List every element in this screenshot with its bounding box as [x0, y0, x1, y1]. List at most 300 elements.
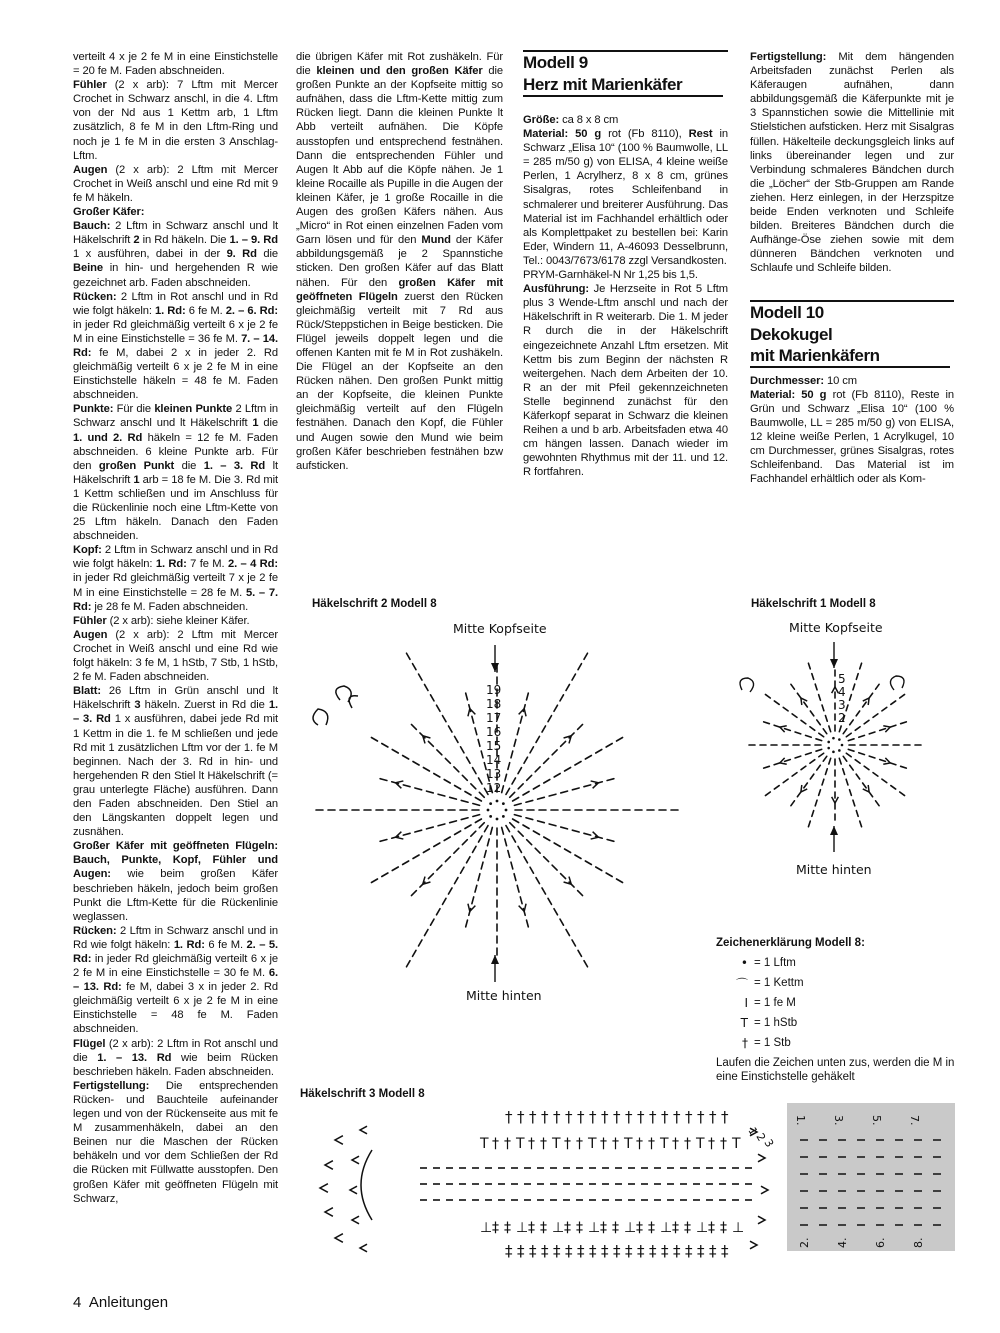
- stitch-mark: [461, 867, 465, 873]
- stitch-mark: [864, 766, 869, 770]
- stitch-mark: [792, 714, 797, 718]
- stitch-mark: [542, 726, 546, 732]
- col1-text: Blatt:: [73, 685, 101, 698]
- chain-dot: [832, 751, 835, 754]
- col1-text: Fühler: [73, 614, 107, 627]
- stitch-mark: †: [684, 1136, 691, 1152]
- stitch-mark: [371, 879, 377, 883]
- stitch-mark: [585, 861, 591, 865]
- chain-dot: [827, 741, 830, 744]
- stitch-mark: [561, 741, 566, 746]
- stitch-mark: [425, 930, 429, 936]
- col1-text: Rücken:: [73, 924, 117, 937]
- stitch-mark: [810, 760, 815, 764]
- stitch-mark: [475, 728, 477, 735]
- stitch-mark: [517, 728, 519, 735]
- stitch-mark: [479, 792, 484, 797]
- stitch-mark: [502, 827, 504, 834]
- stitch-mark: [437, 865, 442, 870]
- stitch-mark: [591, 832, 599, 839]
- chain-dot: [502, 815, 505, 818]
- stitch-mark: ‡: [553, 1242, 561, 1260]
- row-number: 7.: [908, 1115, 921, 1126]
- row-number: 6.: [874, 1237, 887, 1248]
- stitch-mark: [526, 800, 533, 802]
- stitch-mark: [819, 790, 821, 796]
- legend-note: Laufen die Zeichen unten zus, werden die M in eine Einstichstelle gehäkelt: [716, 1057, 955, 1083]
- stitch-mark: †: [541, 1108, 549, 1126]
- col1-text: 3: [134, 699, 141, 712]
- stitch-mark: †: [708, 1136, 715, 1152]
- stitch-mark: [850, 790, 852, 796]
- stitch-mark: [519, 904, 526, 912]
- chain-dot: [841, 744, 844, 747]
- stitch-mark: †: [504, 1136, 511, 1152]
- stitch-mark: ‡: [673, 1242, 681, 1260]
- stitch-mark: [808, 663, 810, 669]
- stitch-mark: [880, 729, 886, 731]
- col1-text: lt Häkelschrift: [73, 459, 278, 486]
- stitch-mark: [846, 753, 851, 757]
- stitch-mark: [823, 729, 827, 734]
- stitch-mark: [518, 784, 523, 789]
- page-footer: [73, 1294, 168, 1311]
- stitch-mark: [791, 684, 795, 689]
- stitch-mark: [444, 780, 450, 784]
- stitch-mark: [360, 1244, 367, 1252]
- stitch-mark: [901, 722, 907, 724]
- col1-text: 6 fe M.: [204, 938, 247, 951]
- stitch-mark: †: [709, 1108, 717, 1126]
- col1-text: (2 x arb): 2 Lftm mit Mercer Crochet in Weiß anschl und eine Rd wie folgt häkeln: 3 fe M, 1 hStb, 7 Stb, 1 hStb, 2 fe M. Faden abschneiden.: [73, 628, 278, 684]
- stitch-mark: [584, 653, 588, 659]
- stitch-mark: [517, 885, 519, 892]
- diagram1-top-label: Mitte Kopfseite: [789, 620, 883, 635]
- stitch-mark: [575, 762, 581, 766]
- stitch-mark: [617, 738, 623, 742]
- stitch-mark: [846, 705, 848, 711]
- stitch-mark: T: [516, 1136, 525, 1152]
- stitch-mark: [392, 867, 398, 871]
- diagram2-chart: [313, 645, 678, 982]
- stitch-mark: ‡: [721, 1242, 729, 1260]
- col1-text: die: [174, 459, 204, 472]
- legend-label: = 1 Kettm: [754, 977, 804, 989]
- stitch-mark: ⊥: [732, 1220, 745, 1236]
- stitch-mark: [876, 801, 880, 806]
- stitch-mark: [819, 695, 821, 701]
- stitch-mark: [396, 832, 404, 839]
- chain-dot: [496, 800, 499, 803]
- col1-text: 1. Rd:: [155, 558, 187, 571]
- stitch-mark: [415, 830, 422, 832]
- stitch-mark: [524, 757, 528, 763]
- stitch-mark: [473, 768, 477, 774]
- col1-text: Großer Käfer:: [73, 206, 145, 219]
- stitch-mark: ‡: [517, 1242, 525, 1260]
- stitch-mark: [839, 758, 841, 764]
- col2-text: großen Käfer mit geöffneten Flügeln: [296, 276, 503, 303]
- stitch-mark: [403, 833, 410, 835]
- stitch-mark: [519, 709, 526, 717]
- stitch-mark: T: [732, 1136, 741, 1152]
- stitch-mark: [472, 897, 474, 904]
- stitch-mark: [475, 885, 477, 892]
- stitch-mark: [792, 773, 797, 777]
- stitch-mark: [584, 785, 591, 787]
- stitch-mark: ‡: [540, 1220, 547, 1236]
- stitch-mark: ‡: [697, 1242, 705, 1260]
- stitch-mark: [900, 694, 905, 698]
- modell9-text: ca 8 x 8 cm: [559, 114, 619, 126]
- col1-text: 1. Rd:: [155, 304, 186, 317]
- chain-dot: [505, 809, 508, 812]
- stitch-mark: [554, 909, 558, 915]
- stitch-mark: [505, 774, 507, 781]
- stitch-mark: [454, 848, 459, 853]
- stitch-mark: [891, 786, 896, 790]
- stitch-mark: [382, 873, 388, 877]
- col1-text: wie beim großen Käfer beschrieben häkeln, jedoch beim großen Punkt die Lftm-Kette für die Rückenlinie weglassen.: [73, 868, 278, 923]
- stitch-mark: [812, 811, 814, 817]
- stitch-mark: [901, 766, 907, 768]
- stitch-mark: [352, 1216, 359, 1224]
- stitch-mark: [445, 758, 450, 763]
- stitch-mark: ⊥: [516, 1220, 529, 1236]
- stitch-mark: [437, 750, 442, 755]
- diagram1-title: Häkelschrift 1 Modell 8: [751, 598, 876, 610]
- col1-text: 2. – 6. Rd:: [225, 304, 278, 317]
- section-name: Anleitungen: [88, 1294, 169, 1311]
- stitch-mark: [380, 840, 387, 842]
- stitch-mark: ⊥: [588, 1220, 601, 1236]
- stitch-mark: [465, 825, 471, 829]
- stitch-mark: [544, 780, 550, 784]
- stitch-mark: [505, 839, 507, 846]
- stitch-mark: ‡: [504, 1220, 511, 1236]
- page-number: 4: [73, 1294, 82, 1311]
- stitch-mark: [462, 775, 467, 780]
- stitch-mark: [514, 804, 521, 806]
- col2-text: kleinen und den großen Käfer: [316, 65, 483, 78]
- stitch-mark: [527, 775, 532, 780]
- col1-text: Fertigstellung:: [73, 1079, 150, 1092]
- stitch-mark: [513, 819, 519, 823]
- modell10-text: rot (Fb 8110), Reste in Grün und Schwarz „Elisa 10“ (100 % Baumwolle, LL = 285 m/50 g) von ELISA, 12 kleine weiße Perlen, 1 Acrylkugel, 10 cm Durchmesser, grünes Sisalgras, rotes Schleifenband. Das Material ist im Fachhandel erhältlich oder als Kom-: [750, 388, 954, 486]
- stitch-mark: [882, 707, 887, 711]
- stitch-mark: [445, 857, 450, 862]
- stitch-mark: [450, 821, 457, 823]
- stitch-mark: ‡: [601, 1242, 609, 1260]
- stitch-mark: [352, 1156, 359, 1164]
- stitch-mark: ‡: [612, 1220, 619, 1236]
- stitch-mark: [572, 788, 579, 790]
- col1-text: 7. – 14. Rd:: [73, 332, 278, 359]
- stitch-mark: [596, 867, 602, 871]
- modell9-subtitle: Herz mit Marienkäfer: [523, 74, 723, 97]
- stitch-mark: [855, 727, 860, 731]
- col1-text: die: [258, 417, 278, 430]
- col1-text: 1. – 3. Rd: [203, 459, 266, 472]
- stitch-mark: [512, 778, 516, 784]
- stitch-mark: [461, 818, 468, 820]
- stitch-mark: ‡: [528, 1220, 535, 1236]
- modell9-text: rot (Fb 8110),: [601, 128, 689, 141]
- col1-text: 2. – 4 Rd:: [227, 558, 278, 571]
- stitch-mark: [578, 891, 583, 896]
- stitch-mark: †: [612, 1136, 619, 1152]
- stitch-mark: [825, 769, 827, 775]
- stitch-mark: [434, 774, 440, 778]
- stitch-mark: ‡: [636, 1220, 643, 1236]
- col1-text: häkeln. Zuerst in Rd die: [140, 699, 269, 712]
- round-number: 3: [838, 698, 846, 712]
- chain-dot: [832, 737, 835, 740]
- col1-text: 2 Lftm in Schwarz anschl und in Rd wie folgt häkeln:: [73, 924, 278, 951]
- stitch-mark: †: [637, 1108, 645, 1126]
- stitch-mark: [527, 693, 529, 700]
- col1-text: 1. Rd:: [173, 938, 205, 951]
- col1-text: Augen: [73, 163, 108, 176]
- stitch-mark: [863, 702, 867, 707]
- stitch-mark: [850, 720, 854, 725]
- stitch-mark: [502, 786, 504, 793]
- stitch-mark: [544, 758, 549, 763]
- stitch-mark: [549, 794, 556, 796]
- stitch-mark: [596, 750, 602, 754]
- arrow-head: [830, 659, 838, 668]
- stitch-mark: [449, 888, 453, 894]
- stitch-mark: [853, 684, 855, 690]
- stitch-mark: [475, 798, 481, 802]
- stitch-mark: [538, 797, 545, 799]
- stitch-mark: †: [540, 1136, 547, 1152]
- modell10-title: Modell 10: [750, 302, 824, 322]
- col2-text: die großen Punkte an der Kopfseite mittig so aufnähen, dass die Lftm-Kette mittig zum Rücken liegt. Dann die kleinen Punkte lt Abb verteilt aufnähen. Die Köpfe ausstopfen und entsprechend festnähen. Dann die entsprechenden Fühler und Augen lt Abb auf die Köpfe nähen. Je 1 kleine Rocaille als Pupille in die Augen der kleinen Käfer, je 1 große Rocaille in die Augen des großen Käfers nähen. Aus „Micro“ in Rot einen einzelnen Faden vom Garn lösen und für den: [296, 65, 504, 247]
- diagram2-bottom-label: Mitte hinten: [466, 988, 542, 1003]
- col2-text: Mund: [421, 234, 451, 247]
- stitch-mark: [461, 800, 468, 802]
- stitch-mark: [407, 961, 411, 967]
- stitch-mark: [801, 766, 806, 770]
- stitch-mark: [761, 1186, 768, 1194]
- stitch-mark: [360, 1126, 367, 1134]
- stitch-mark: [856, 711, 860, 716]
- stitch-mark: [403, 861, 409, 865]
- stitch-mark: [465, 792, 471, 796]
- stitch-mark: [819, 753, 824, 757]
- stitch-mark: [512, 836, 516, 842]
- modell9-text: Ausführung:: [523, 283, 590, 296]
- stitch-mark: [554, 774, 560, 778]
- stitch-mark: [561, 827, 568, 829]
- stitch-mark: [856, 774, 860, 779]
- stitch-mark: [425, 684, 429, 690]
- col1-text: fe M, dabei 2 x in jeder 2. Rd gleichmäßig verteilt 6 x je 2 fe M in eine Einstichstelle häkeln = 48 fe M. Faden abschneiden.: [73, 346, 278, 402]
- stitch-mark: [566, 684, 570, 690]
- legend-item: [716, 1033, 956, 1053]
- col1-text: 6. – 13. Rd:: [73, 967, 278, 994]
- col1-text: 1 x ausführen, dabei in der: [73, 248, 227, 261]
- stitch-mark: [806, 753, 812, 755]
- stitch-mark: [764, 722, 770, 724]
- leg-loop: [336, 686, 358, 708]
- col1-text: wie beim Rücken beschrieben häkeln. Faden abschneiden.: [73, 1051, 279, 1078]
- legend-label: = 1 fe M: [754, 997, 796, 1009]
- diagram3-chart: [320, 1103, 955, 1260]
- stitch-mark: [819, 733, 824, 737]
- diagram2-top-label: Mitte Kopfseite: [453, 621, 547, 636]
- stitch-mark: [473, 804, 480, 806]
- stitch-mark: [812, 674, 814, 680]
- round-number: 13: [486, 767, 502, 781]
- col2-text: der Käfer abbildungsgemäß je 2 Spannstiche sticken. Den großen Käfer auf das Blatt nähen. Für den: [296, 234, 503, 289]
- stitch-mark: [506, 788, 510, 794]
- stitch-mark: ‡: [637, 1242, 645, 1260]
- stitch-mark: [478, 874, 480, 881]
- stitch-mark: [479, 836, 483, 842]
- stitch-mark: [487, 839, 489, 846]
- stitch-mark: [530, 747, 534, 753]
- col1-text: Bauch:: [73, 220, 111, 233]
- stitch-mark: ‡: [565, 1242, 573, 1260]
- stitch-mark: [419, 674, 423, 680]
- chain-dot: [838, 738, 841, 741]
- stitch-mark: [859, 735, 865, 737]
- modell9-title: Modell 9: [523, 53, 588, 72]
- stitch-mark: ‡: [505, 1242, 513, 1260]
- stitch-mark: [856, 674, 858, 680]
- stitch-mark: [415, 788, 422, 790]
- stitch-mark: ‡: [672, 1220, 679, 1236]
- stitch-mark: †: [636, 1136, 643, 1152]
- col1-text: in jeder Rd gleichmäßig verteilt 6 x je 2 fe M in eine Einstichstelle = 36 fe M.: [73, 318, 278, 345]
- stitch-mark: †: [625, 1108, 633, 1126]
- col1-text: (2 x arb): siehe kleiner Käfer.: [106, 614, 250, 627]
- stitch-mark: [584, 833, 591, 835]
- stitch-mark: [869, 756, 875, 758]
- stitch-mark: ⊥: [480, 1220, 493, 1236]
- row-number: 5.: [870, 1115, 883, 1126]
- stitch-mark: [472, 716, 474, 723]
- stitch-mark: [876, 684, 880, 689]
- modell9-text: PRYM-Garnhäkel-N Nr 1,25 bis 1,5.: [523, 269, 698, 282]
- stitch-mark: [479, 823, 484, 828]
- stitch-mark: †: [649, 1108, 657, 1126]
- stitch-mark: ‡: [684, 1220, 691, 1236]
- stitch-mark: [325, 1208, 333, 1217]
- row-number: 3: [761, 1137, 777, 1150]
- stitch-mark: [843, 729, 847, 734]
- diagram1-chart: [740, 642, 921, 852]
- stitch-mark: [443, 898, 447, 904]
- stitch-mark: †: [648, 1136, 655, 1152]
- stitch-mark: [783, 779, 788, 783]
- stitch-mark: [538, 821, 545, 823]
- col1-text: 2 Lftm in Schwarz anschl und lt Häkelschrift: [73, 403, 279, 430]
- stitch-mark: [783, 707, 788, 711]
- stitch-mark: T: [660, 1136, 669, 1152]
- round-number: 2: [838, 711, 846, 725]
- chain-dot: [489, 802, 492, 805]
- modell10-text: Durchmesser:: [750, 374, 825, 387]
- stitch-mark: [544, 837, 550, 841]
- stitch-mark: [481, 862, 483, 869]
- col1-text: Punkte:: [73, 403, 114, 416]
- stitch-mark: [466, 920, 468, 927]
- stitch-mark: [437, 705, 441, 711]
- col1-text: (2 x arb): 2 Lftm in Rot anschl und die: [73, 1037, 278, 1064]
- stitch-mark: [578, 724, 583, 729]
- stitch-mark: ‡: [529, 1242, 537, 1260]
- leg-loop: [313, 709, 328, 725]
- legend-item: [716, 993, 956, 1013]
- round-number: 19: [486, 683, 502, 697]
- col1-text: 26 Lftm in Grün anschl und lt Häkelschrift: [73, 685, 278, 712]
- stitch-mark: [846, 779, 848, 785]
- stitch-mark: [413, 855, 419, 859]
- legend-item: [716, 973, 956, 993]
- col2-text: zuerst den Rücken gleichmäßig verteilt mit 7 Rd aus Rück/Steppstichen in Beige besticken. Die Flügel jeweils doppelt legen und die offenen Kanten mit fe M in Rot zushäkeln. Die Flügel an der Kopfseite an den Rücken nähen. Den großen Punkt mittig an der Kopfseite, die kleinen Punkte gleichmäßig verteilt auf den Flügeln festnähen. Danach den Kopf, die Fühler und Augen sowie den Mund wie beim großen Käfer beschrieben festnähen bzw aufsticken.: [296, 290, 503, 472]
- stitch-mark: [810, 711, 814, 716]
- stitch-mark: †: [528, 1136, 535, 1152]
- chain-dot: [487, 809, 490, 812]
- row-number: 2.: [798, 1237, 811, 1248]
- stitch-mark: †: [553, 1108, 561, 1126]
- stitch-mark: [527, 920, 529, 927]
- stitch-mark: [523, 825, 529, 829]
- stitch-mark: [335, 1136, 343, 1145]
- stitch-mark: [520, 897, 522, 904]
- modell10-text: 10 cm: [824, 374, 858, 387]
- stitch-mark: [396, 781, 404, 788]
- col1-text: in hin- und hergehenden R wie gezeichnet arb. Faden abschneiden.: [73, 262, 278, 289]
- stitch-mark: ‡: [576, 1220, 583, 1236]
- stitch-mark: [419, 940, 423, 946]
- chain-dot: [502, 802, 505, 805]
- stitch-mark: [575, 855, 581, 859]
- stitch-mark: [549, 824, 556, 826]
- col1-text: großen Punkt: [98, 459, 175, 472]
- stitch-mark: [455, 736, 459, 742]
- stitch-mark: [863, 783, 867, 788]
- stitch-mark: ‡: [564, 1220, 571, 1236]
- stitch-mark: [795, 732, 801, 734]
- legend: [716, 937, 956, 1084]
- stitch-mark: [438, 824, 445, 826]
- stitch-mark: [371, 738, 377, 742]
- stitch-mark: [450, 797, 457, 799]
- stitch-mark: T: [624, 1136, 633, 1152]
- chain-loop: [361, 1150, 372, 1220]
- stitch-mark: [520, 716, 522, 723]
- col1-text: 7 fe M.: [186, 558, 228, 571]
- stitch-mark: [471, 784, 476, 789]
- stitch-mark: [449, 726, 453, 732]
- col1-text: 1. und 2. Rd: [73, 431, 143, 444]
- stitch-mark: [806, 735, 812, 737]
- legend-items: [716, 953, 956, 1053]
- stitch-mark: [591, 781, 599, 788]
- stitch-mark: †: [577, 1108, 585, 1126]
- col1-text: 5. – 7. Rd:: [73, 586, 278, 613]
- stitch-mark: [443, 716, 447, 722]
- stitch-mark: [839, 726, 841, 732]
- stitch-mark: [554, 843, 560, 847]
- stitch-mark: †: [576, 1136, 583, 1152]
- stitch-mark: [829, 758, 831, 764]
- stitch-mark: [413, 950, 417, 956]
